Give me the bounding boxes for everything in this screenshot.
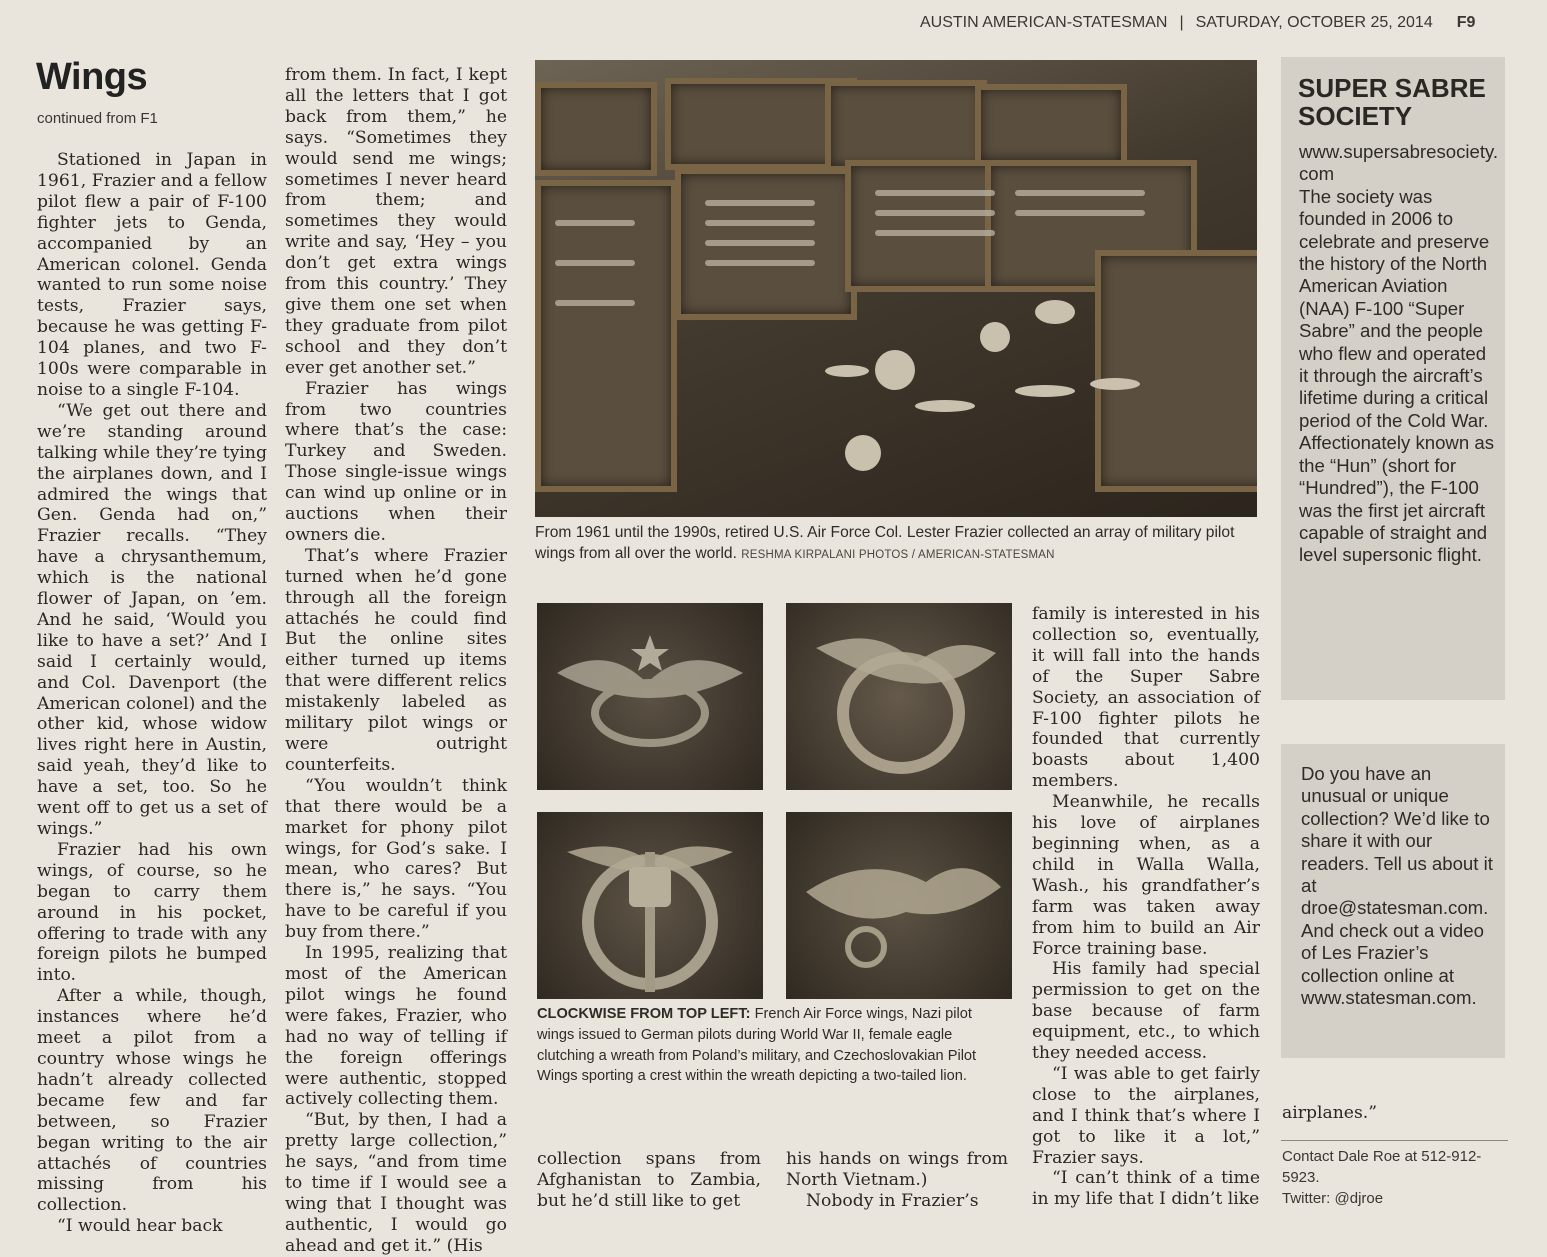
masthead [920,14,1510,40]
paragraph: Meanwhile, he recalls his love of airplanes beginning when, as a child in Walla Walla, Wash., his grandfather’s farm was taken away from him to build an Air Force training base. [1032,792,1260,959]
sidebar-title: SUPER SABRE SOCIETY [1298,73,1486,131]
caption-lead: CLOCKWISE FROM TOP LEFT: [537,1006,751,1022]
page-number: F9 [1456,14,1476,31]
issue-date: SATURDAY, OCTOBER 25, 2014 [1195,14,1433,31]
sidebar-text: The society was founded in 2006 to celebrate and preserve the history of the North American Aviation (NAA) F-100 “Super Sabre” and the people who flew and operated it through the aircraft’s lifetime during a critical period of the Cold War. Affectionately known as the “Hun” (short for “Hundred”), the F-100 was the first jet aircraft capable of straight and level supersonic flight. [1299,185,1495,566]
photo-french-air-force-wings [537,603,763,790]
photo-czechoslovakian-pilot-wings [537,812,763,999]
paragraph: “I was able to get fairly close to the airplanes, and I think that’s where I got to like it a lot,” Frazier says. [1032,1063,1260,1168]
article-column-1 [37,150,267,1237]
continued-from: continued from F1 [37,110,158,127]
article-column-3b [786,1149,1008,1212]
paper-name: AUSTIN AMERICAN-STATESMAN [920,14,1168,31]
sidebar-body [1299,141,1499,567]
paragraph: “We get out there and we’re standing around talking while they’re tying the airplanes down, and I admired the wings that Gen. Genda had on,” Frazier recalls. “They have a chrysanthemum, which is the national flower of Japan, on ’em. And he said, ‘Would you like to have a set?’ And I said I certainly would, and Col. Davenport (the American colonel) and the other kid, whose widow lives right here in Austin, said yeah, they’d like to have a set, too. So he went off to get us a set of wings.” [37,400,267,839]
caption-text: From 1961 until the 1990s, retired U.S. Air Force Col. Lester Frazier collected an array of military pilot wings from all over the world. [535,524,1235,562]
twitter-handle: Twitter: @djroe [1282,1190,1384,1207]
photo-grid-caption [537,1004,1007,1087]
author-contact [1282,1146,1510,1209]
divider [1281,1140,1508,1141]
paragraph: airplanes.” [1282,1103,1378,1123]
paragraph: “I would hear back [57,1216,223,1237]
paragraph: His family had special permission to get on the base because of farm equipment, etc., to which they needed access. [1032,959,1260,1064]
photo-polish-eagle-wings [786,812,1012,999]
contact-line: Contact Dale Roe at 512-912-5923. [1282,1148,1482,1186]
paragraph: Stationed in Japan in 1961, Frazier and a fellow pilot flew a pair of F-100 fighter jets to Genda, accompanied by an American colonel. Genda wanted to run some noise tests, Frazier says, because he was getting F-104 planes, and two F-100s were comparable in noise to a single F-104. [37,150,267,400]
paragraph: After a while, though, instances where he’d meet a pilot from a country whose wings he hadn’t already collected became few and far between, so Frazier began writing to the air attachés of countries missing from his collection. [37,986,267,1216]
sidebar-url: www.supersabresociety.com [1299,141,1499,185]
paragraph: from them. In fact, I kept all the letters that I got back from them,” he says. “Sometimes they would send me wings; sometimes I never heard from them; and sometimes they would write and say, ‘Hey – you don’t get extra wings from this country.’ They give them one set when they graduate from pilot school and they don’t ever get another set.” [285,65,507,378]
paragraph: In 1995, realizing that most of the American pilot wings he found were fakes, Frazier, who had no way of telling if the foreign offerings were authentic, stopped actively collecting them. [285,943,507,1110]
paragraph: Nobody in Frazier’s [806,1190,979,1211]
paragraph: Frazier has wings from two countries where that’s the case: Turkey and Sweden. Those single-issue wings can wind up online or in auctions when their owners die. [285,378,507,545]
photo-credit: RESHMA KIRPALANI PHOTOS / AMERICAN-STATESMAN [741,549,1055,561]
paragraph: “You wouldn’t think that there would be a market for phony pilot wings, for God’s sake. I mean, who cares? But there is,” he says. “You have to be careful if you buy from there.” [285,775,507,943]
main-photo-wing-collection [535,60,1257,517]
paragraph: family is interested in his collection so, eventually, it will fall into the hands of the Super Sabre Society, an association of F-100 fighter pilots he founded that currently boasts about 1,400 members. [1032,604,1260,792]
main-photo-caption [535,522,1255,566]
article-column-2 [285,65,507,1257]
paragraph: Frazier had his own wings, of course, so he began to carry them around in his pocket, offering to trade with any foreign pilots he bumped into. [37,839,267,986]
paragraph: collection spans from Afghanistan to Zambia, but he’d still like to get [537,1149,761,1211]
photo-nazi-pilot-wings [786,603,1012,790]
paragraph: “I can’t think of a time in my life that I didn’t like [1032,1168,1260,1210]
paragraph: That’s where Frazier turned when he’d gone through all the foreign attachés he could find But the online sites either turned up items that were different relics mistakenly labeled as military pilot wings or were outright counterfeits. [285,545,507,775]
article-column-5 [1282,1103,1512,1124]
caption-text: French Air Force wings, Nazi pilot wings issued to German pilots during World War II, female eagle clutching a wreath from Poland’s military, and Czechoslovakian Pilot Wings sporting a crest within the wreath depicting a two-tailed lion. [537,1006,977,1085]
headline: Wings [36,56,148,98]
article-column-4 [1032,604,1260,1210]
paragraph: his hands on wings from North Vietnam.) [786,1149,1008,1190]
paragraph: “But, by then, I had a pretty large collection,” he says, “and from time to time if I would see a wing that I thought was authentic, I would go ahead and get it.” (His [285,1110,507,1256]
article-column-3a [537,1149,761,1212]
reader-callout-text: Do you have an unusual or unique collection? We’d like to share it with our readers. Tell us about it at droe@statesman.com. And check out a video of Les Frazier’s collection online at www.statesman.com. [1301,763,1493,1009]
masthead-separator: | [1179,14,1184,31]
